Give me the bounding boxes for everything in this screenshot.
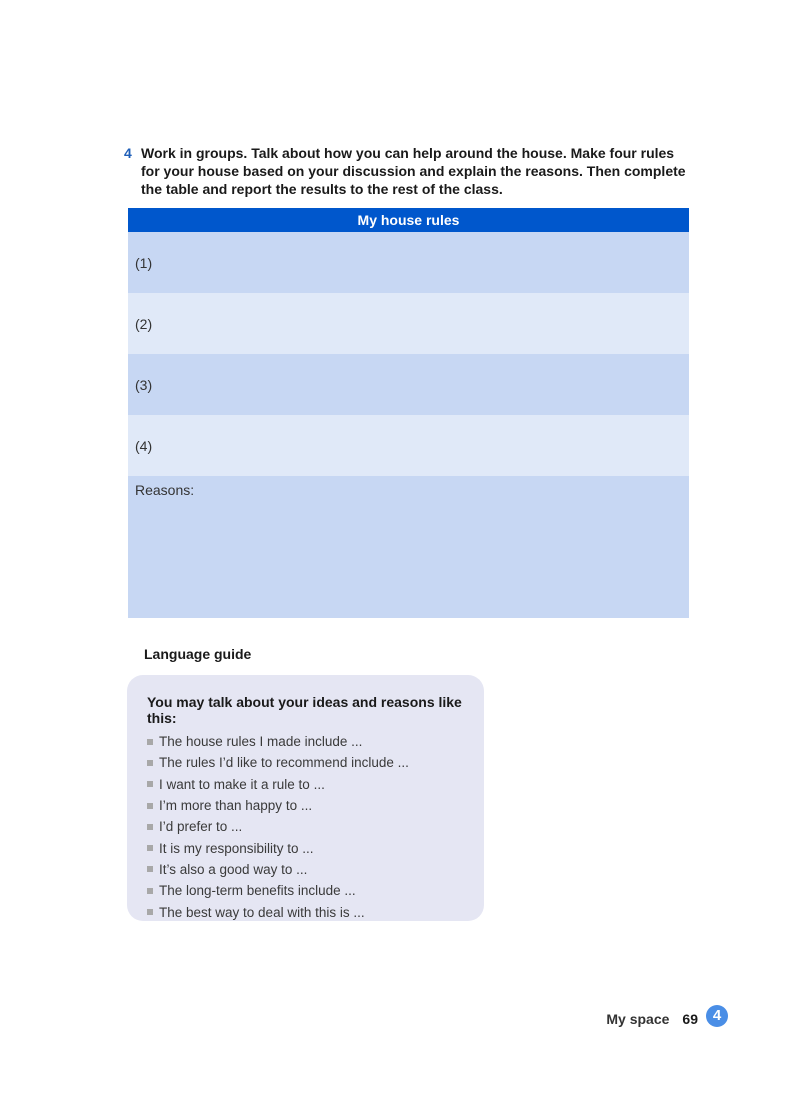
list-item [147, 880, 470, 901]
square-bullet-icon [147, 909, 153, 915]
list-item [147, 816, 470, 837]
reasons-label: Reasons: [135, 482, 195, 498]
square-bullet-icon [147, 888, 153, 894]
page-footer [606, 1008, 728, 1030]
page-number: 69 [682, 1011, 698, 1027]
phrase-text: It’s also a good way to ... [159, 861, 308, 877]
square-bullet-icon [147, 781, 153, 787]
rule-row-2[interactable] [128, 293, 689, 354]
phrase-text: I’m more than happy to ... [159, 798, 313, 814]
square-bullet-icon [147, 760, 153, 766]
phrase-list [147, 731, 470, 923]
phrase-text: The house rules I made include ... [159, 734, 363, 750]
phrase-text: The long-term benefits include ... [159, 883, 356, 899]
reasons-cell[interactable] [128, 476, 689, 618]
square-bullet-icon [147, 803, 153, 809]
unit-badge: 4 [706, 1005, 728, 1027]
square-bullet-icon [147, 845, 153, 851]
square-bullet-icon [147, 824, 153, 830]
language-guide-title: Language guide [144, 646, 252, 662]
rule-row-3[interactable] [128, 354, 689, 415]
square-bullet-icon [147, 866, 153, 872]
list-item [147, 752, 470, 773]
section-title: My space [606, 1011, 670, 1027]
language-guide-heading: You may talk about your ideas and reasons like this: [147, 694, 462, 726]
task-instruction [124, 144, 694, 198]
list-item [147, 859, 470, 880]
phrase-text: The rules I’d like to recommend include ... [159, 755, 409, 771]
rule-label: (1) [135, 254, 153, 271]
language-guide-box [127, 675, 484, 921]
square-bullet-icon [147, 739, 153, 745]
task-text: Work in groups. Talk about how you can help around the house. Make four rules for your house based on your discussion and explain the reasons. Then complete the table and report the results to the rest of the class. [141, 145, 686, 197]
rule-row-1[interactable] [128, 232, 689, 293]
list-item [147, 774, 470, 795]
rule-label: (3) [135, 376, 153, 393]
list-item [147, 795, 470, 816]
rule-row-4[interactable] [128, 415, 689, 476]
phrase-text: It is my responsibility to ... [159, 840, 314, 856]
phrase-text: I’d prefer to ... [159, 819, 243, 835]
house-rules-table [128, 208, 689, 618]
rule-label: (2) [135, 315, 153, 332]
task-number: 4 [124, 145, 132, 161]
rule-label: (4) [135, 437, 153, 454]
list-item [147, 731, 470, 752]
phrase-text: I want to make it a rule to ... [159, 776, 325, 792]
phrase-text: The best way to deal with this is ... [159, 904, 365, 920]
list-item [147, 901, 470, 922]
list-item [147, 837, 470, 858]
table-title: My house rules [128, 208, 689, 232]
